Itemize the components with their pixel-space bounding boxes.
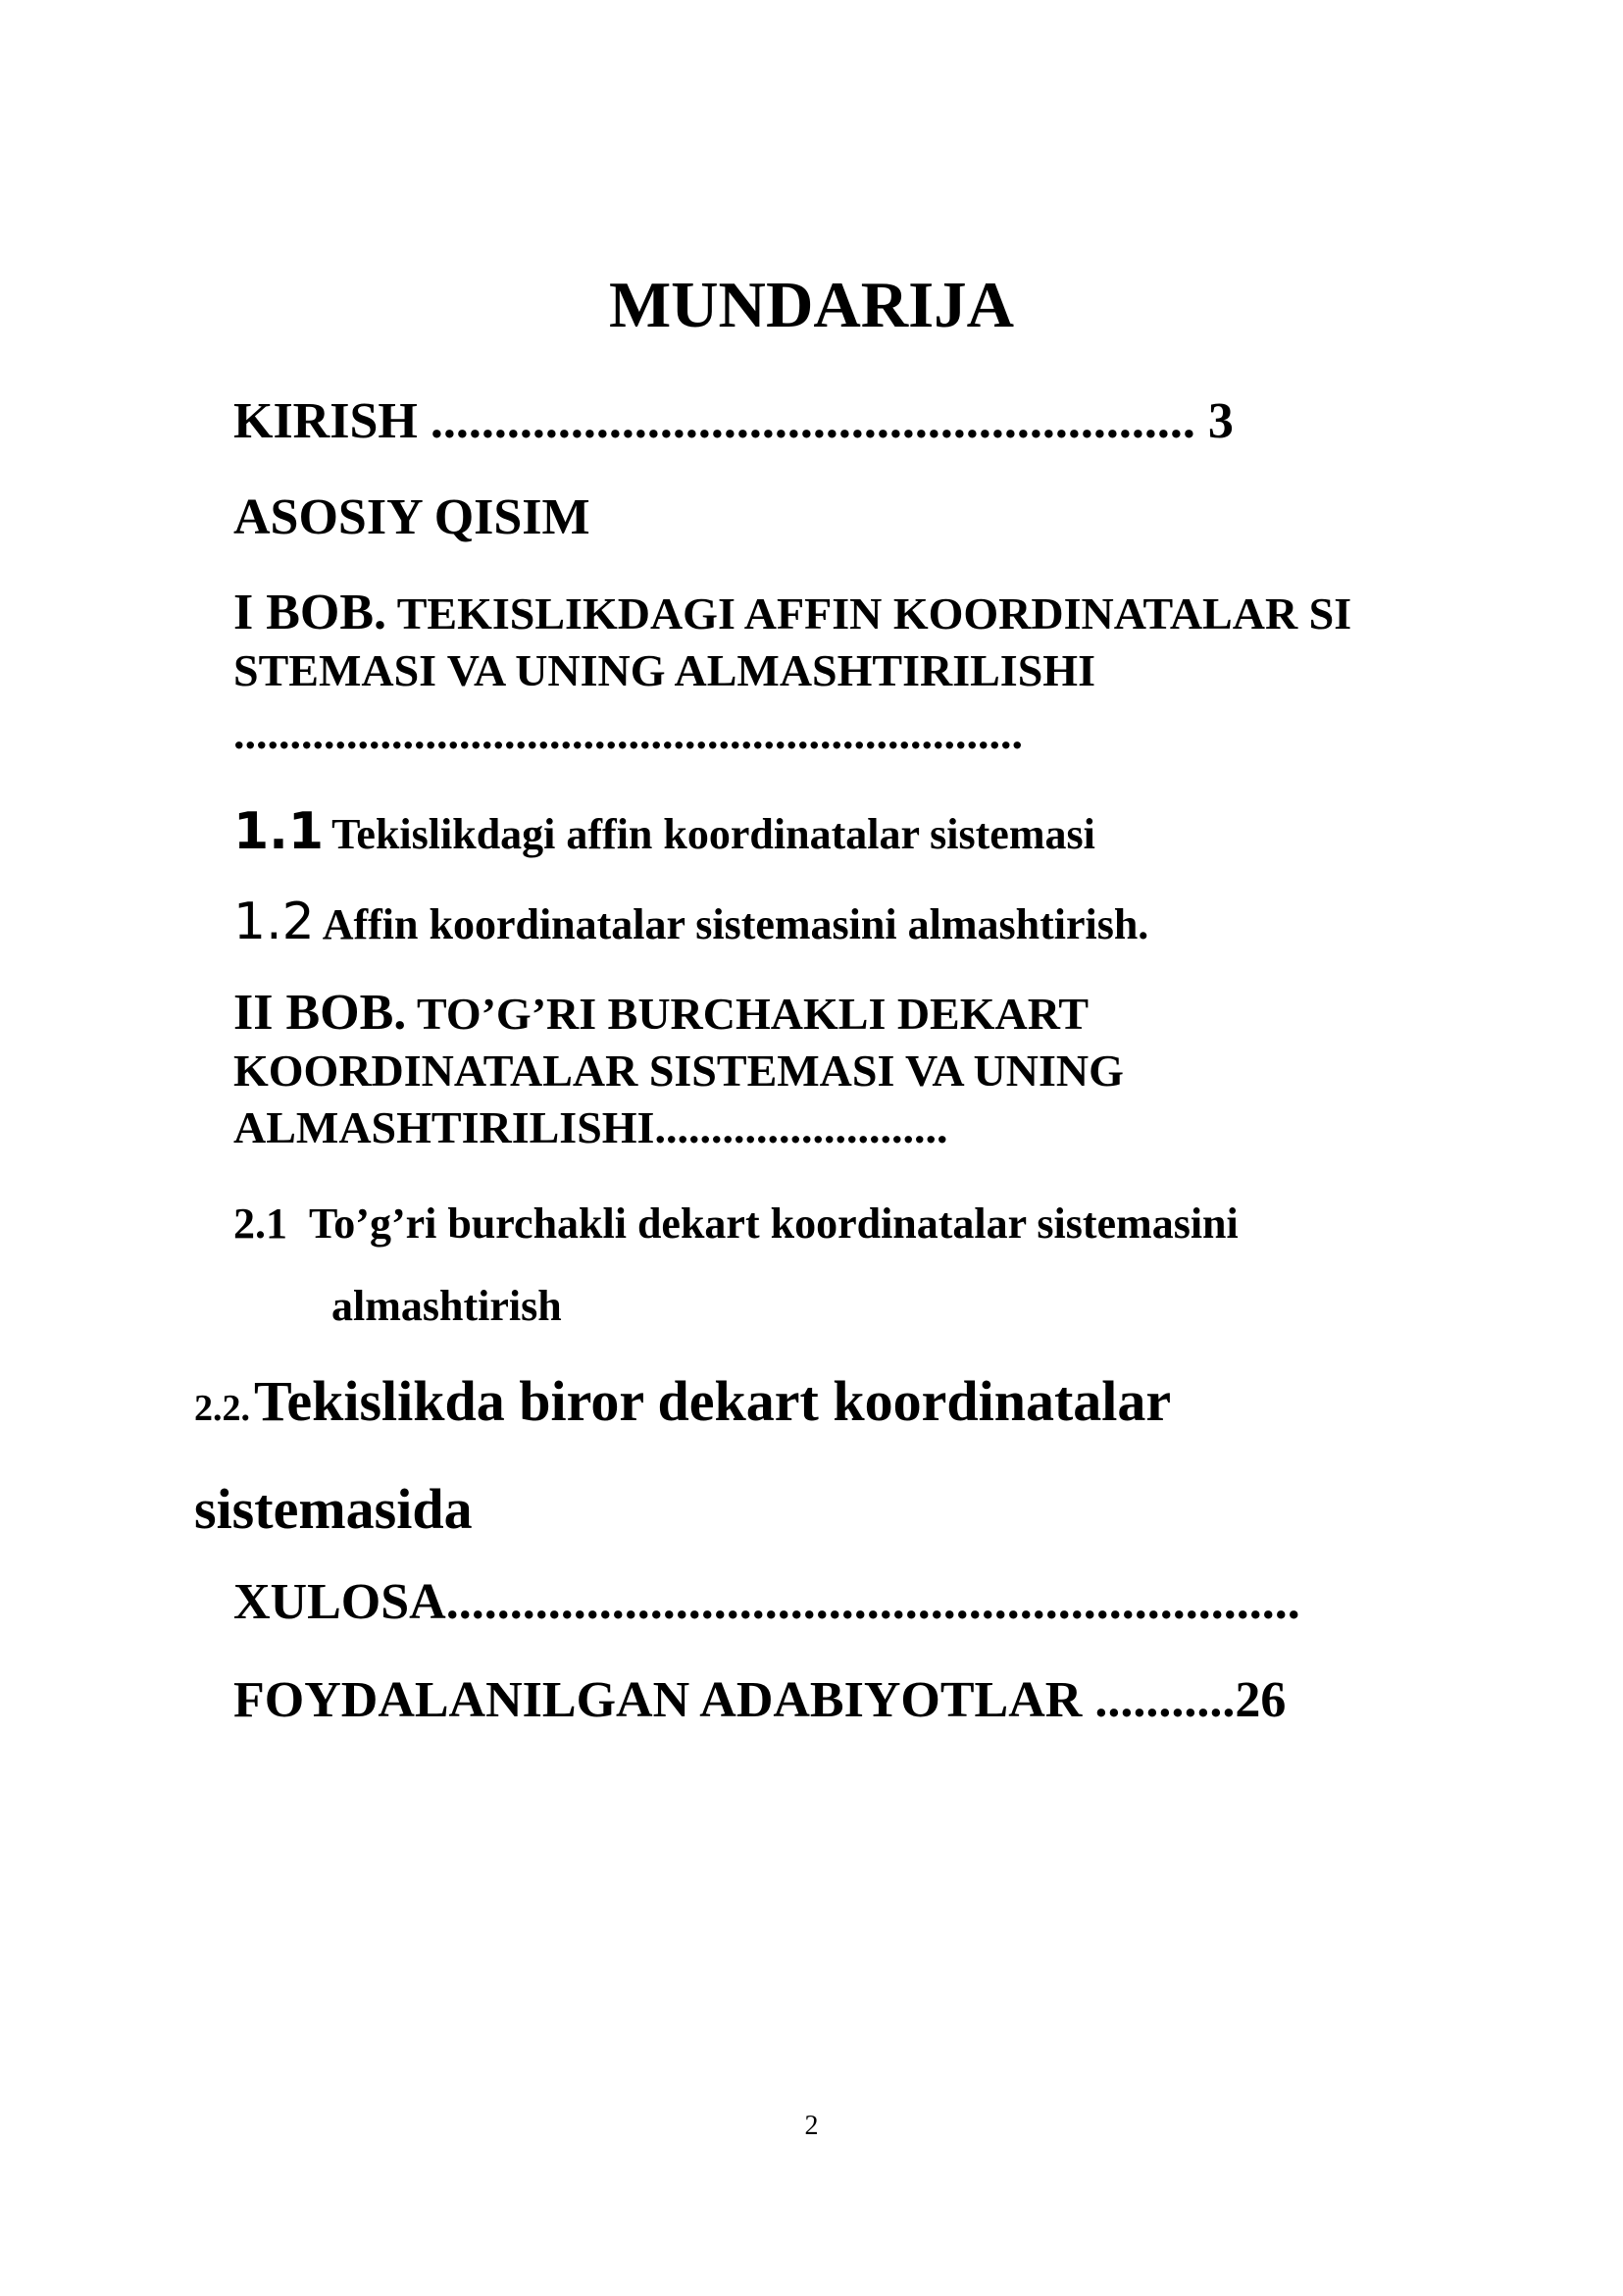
toc-entry-bob-1 — [233, 585, 1351, 762]
toc-section-label: Tekislikdagi affin koordinatalar sistemasi — [331, 810, 1095, 858]
toc-page-number: 26 — [1235, 1672, 1287, 1728]
page-number: 2 — [804, 2111, 819, 2141]
page-title: MUNDARIJA — [608, 269, 1015, 341]
toc-label: FOYDALANILGAN ADABIYOTLAR — [233, 1672, 1083, 1728]
toc-section-label-line1: Tekislikda biror dekart koordinatalar — [254, 1369, 1172, 1433]
toc-leader: .......................... — [654, 1102, 948, 1152]
toc-section-number: 1.1 — [233, 802, 325, 861]
toc-chapter-title-line2: KOORDINATALAR SISTEMASI VA UNING — [233, 1046, 1124, 1096]
toc-chapter-title-line2: STEMASI VA UNING ALMASHTIRILISHI — [233, 645, 1095, 695]
toc-page-number: 3 — [1207, 393, 1234, 449]
toc-entry-bob-2 — [233, 985, 1124, 1156]
toc-section-number: 2.1 — [233, 1199, 287, 1248]
toc-entry-1-1 — [233, 802, 1095, 861]
toc-chapter-title-line1: TEKISLIKDAGI AFFIN KOORDINATALAR SI — [386, 588, 1352, 638]
toc-entry-2-2 — [194, 1369, 1172, 1541]
toc-chapter-prefix: I BOB. — [233, 585, 387, 640]
toc-section-label-line2: sistemasida — [194, 1477, 473, 1541]
toc-label: KIRISH — [233, 393, 418, 449]
toc-chapter-title-line1: TO’G’RI BURCHAKLI DEKART — [406, 989, 1090, 1039]
toc-entry-kirish — [233, 393, 1234, 449]
toc-chapter-prefix: II BOB. — [233, 985, 407, 1041]
toc-section-number: 1.2 — [233, 893, 315, 951]
toc-entry-asosiy-qisim: ASOSIY QISIM — [233, 489, 590, 545]
toc-label: XULOSA — [233, 1574, 446, 1630]
toc-section-label-line1: To’g’ri burchakli dekart koordinatalar sistemasini — [309, 1199, 1239, 1248]
toc-leader: ........... — [1082, 1672, 1236, 1728]
toc-entry-xulosa — [233, 1574, 1300, 1630]
toc-entry-adabiyotlar — [233, 1672, 1287, 1728]
toc-chapter-title-line3: ALMASHTIRILISHI — [233, 1102, 655, 1152]
toc-entry-2-1 — [233, 1199, 1239, 1330]
toc-entry-1-2 — [233, 893, 1148, 951]
toc-section-number: 2.2. — [194, 1388, 250, 1429]
toc-leader: ...................................................................... — [233, 708, 1023, 758]
toc-leader: ............................................................ — [417, 393, 1195, 449]
toc-leader: ................................................................... — [445, 1574, 1300, 1630]
toc-section-label-line2: almashtirish — [331, 1282, 562, 1330]
toc-section-label: Affin koordinatalar sistemasini almashtirish. — [322, 900, 1149, 948]
